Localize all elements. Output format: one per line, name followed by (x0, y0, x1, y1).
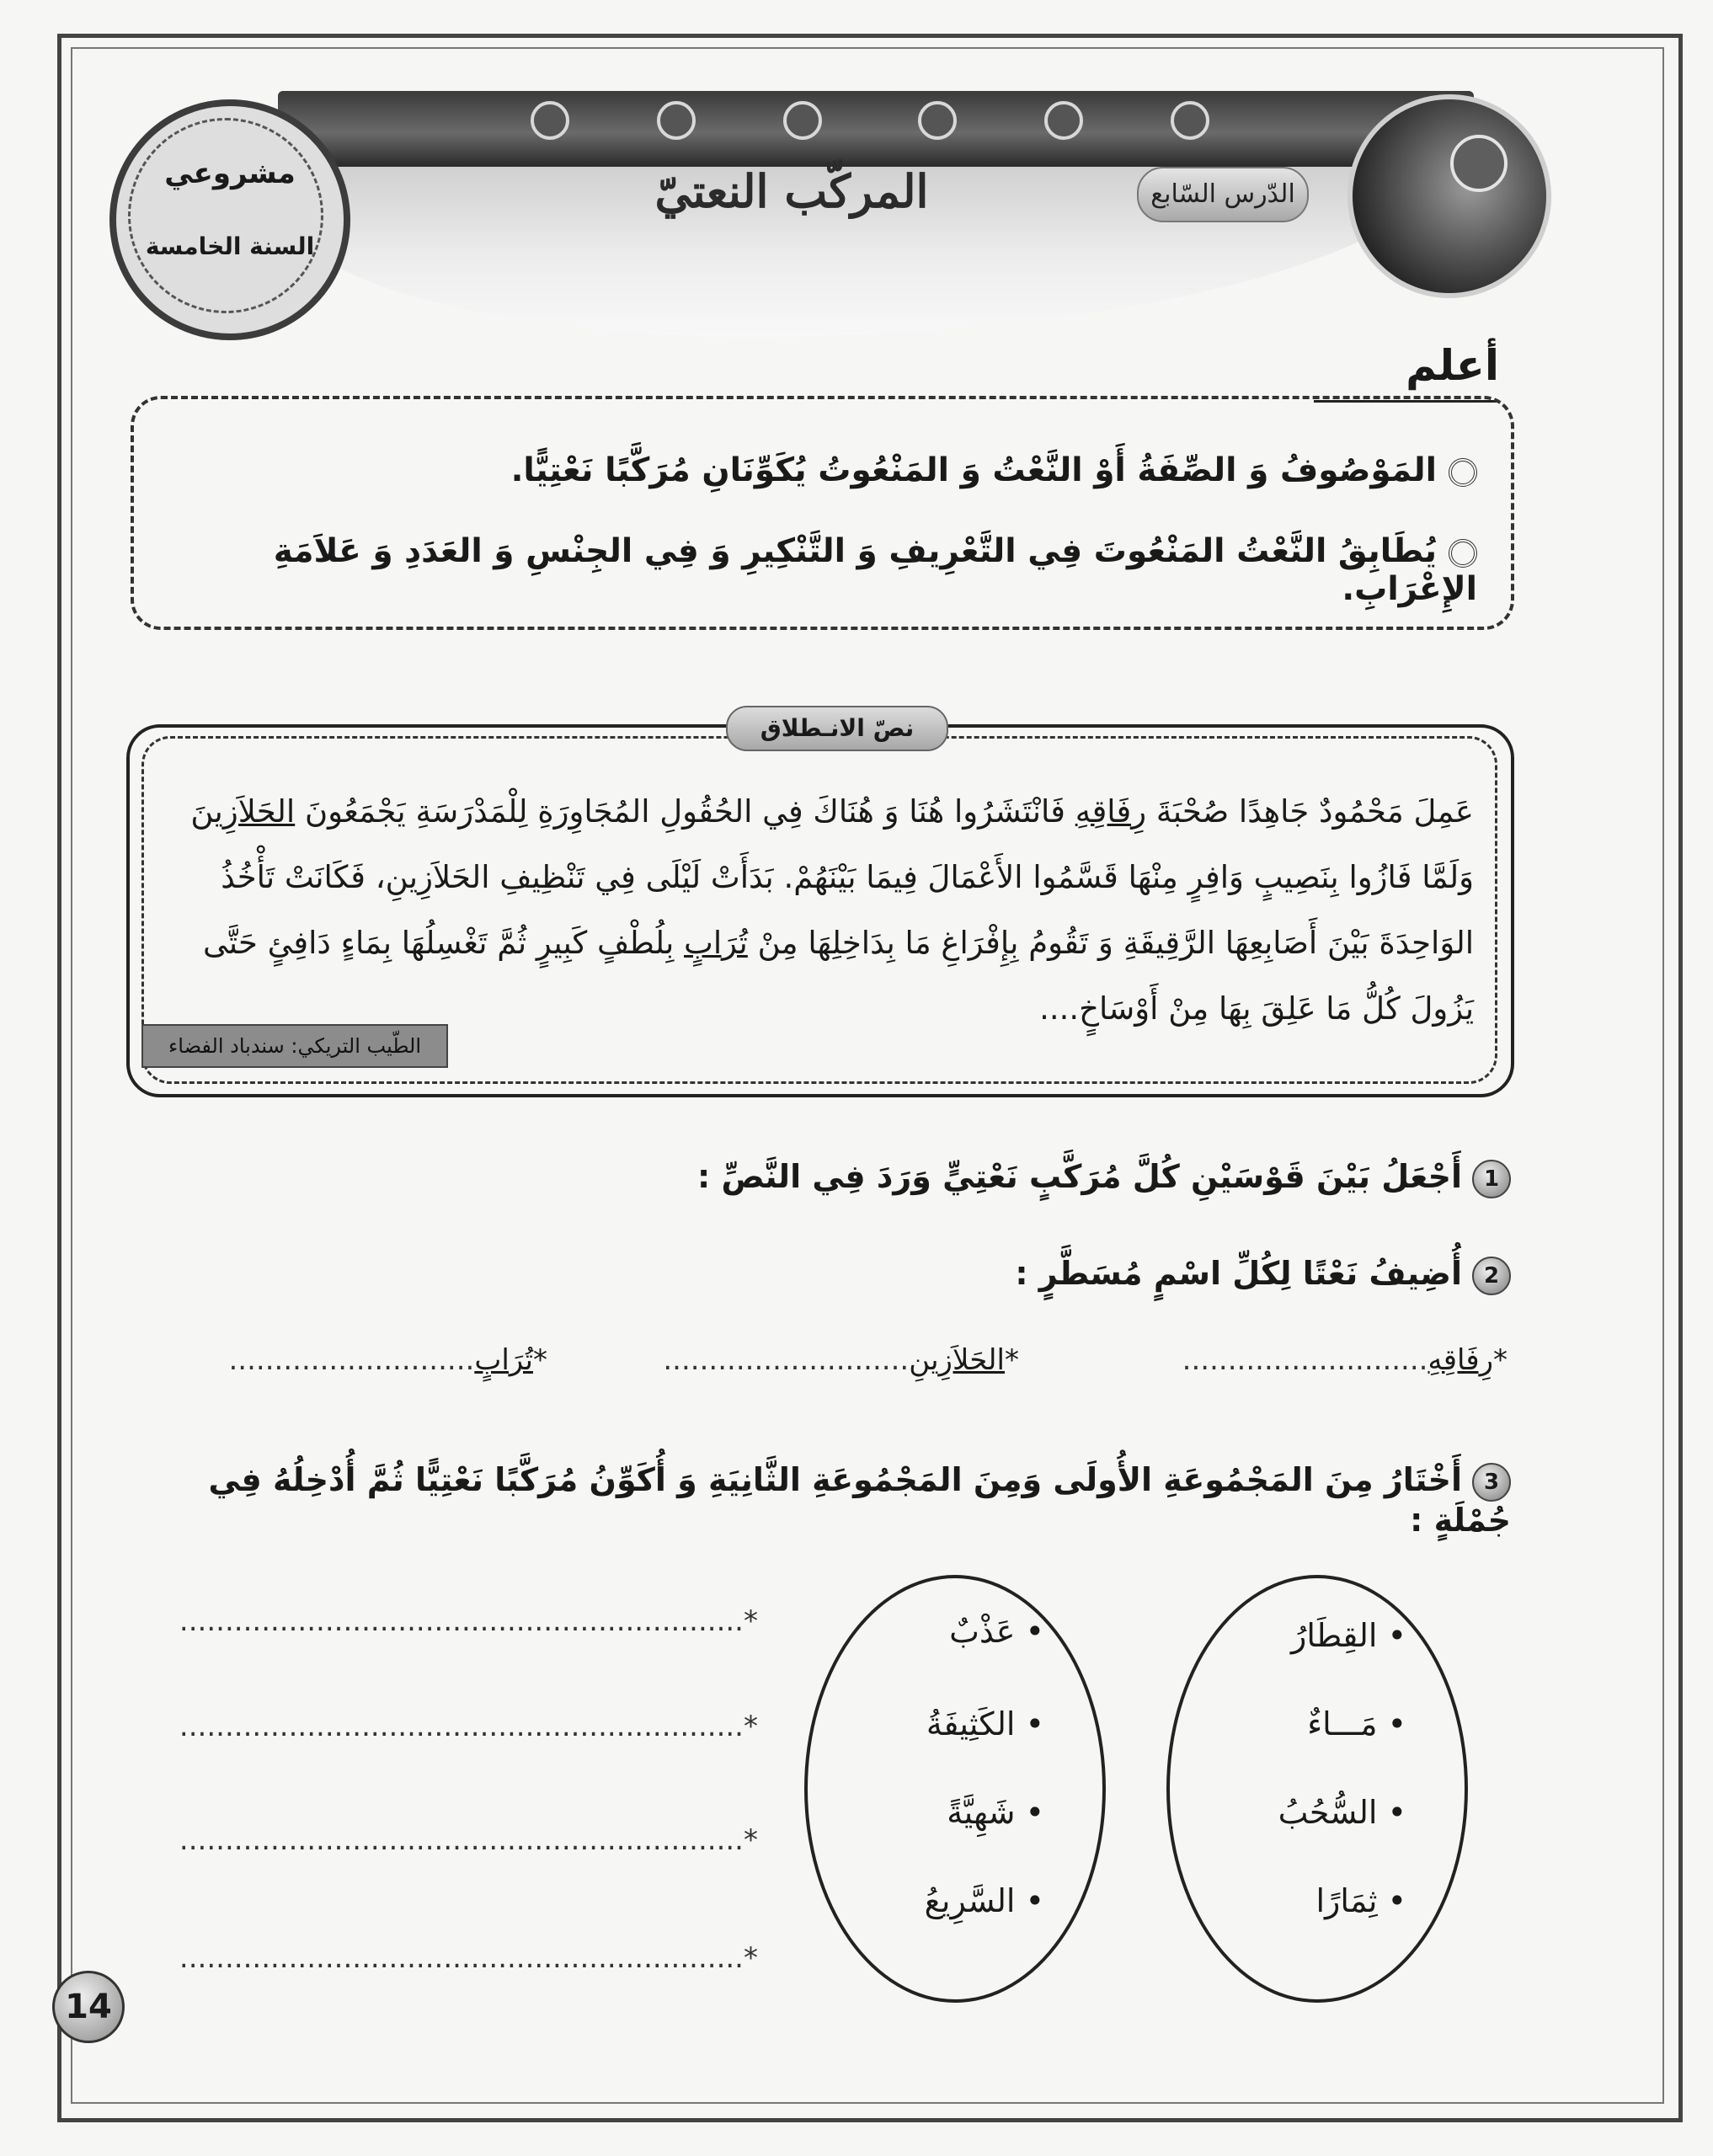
planet-ring-icon (1450, 135, 1508, 192)
group-2-word: • عَذْبٌ (949, 1613, 1044, 1650)
group-2-word: • شَهِيَّةً (947, 1794, 1044, 1831)
grammar-rule: يُطَابِقُ النَّعْتُ المَنْعُوتَ فِي التَّعْرِيفِ وَ التَّنْكِيرِ وَ فِي الجِنْسِ وَ العَدَدِ وَ عَلاَمَةِ الإِعْرَابِ. (273, 532, 1477, 608)
header-banner (278, 91, 1474, 167)
answer-line[interactable]: *.............................................................. (179, 1941, 758, 1975)
banner-ring-icon (531, 101, 569, 140)
group-1-word: • السُّحُبُ (1278, 1794, 1406, 1831)
spiral-bullet-icon (1449, 458, 1477, 487)
project-badge (109, 99, 350, 340)
passage-label: نصّ الانـطلاق (726, 706, 948, 751)
group-1-word: • مَـــاءٌ (1307, 1705, 1406, 1742)
group-1-word: • ثِمَارًا (1315, 1882, 1406, 1919)
question-1: 1أَجْعَلُ بَيْنَ قَوْسَيْنِ كُلَّ مُرَكَّبٍ نَعْتِيٍّ وَرَدَ فِي النَّصِّ : (163, 1158, 1511, 1198)
passage-source: الطّيب التريكي: سندباد الفضاء (141, 1024, 448, 1068)
banner-ring-icon (783, 101, 822, 140)
passage-line: يَزُولَ كُلُّ مَا عَلِقَ بِهَا مِنْ أَوْسَاخٍ.... (1039, 990, 1474, 1027)
underlined-noun: رِفَاقِهِ (1075, 793, 1147, 830)
badge-grade: السنة الخامسة (145, 232, 315, 260)
planet-icon (1347, 94, 1551, 298)
fill-item[interactable]: *تُرَابٍ........................... (228, 1343, 547, 1377)
underlined-noun: الحَلاَزِينَ (190, 793, 296, 830)
banner-ring-icon (918, 101, 957, 140)
badge-title: مشروعي (164, 157, 296, 190)
answer-line[interactable]: *.............................................................. (179, 1604, 758, 1638)
badge-ring-icon (128, 118, 323, 313)
passage-line: الوَاحِدَةَ بَيْنَ أَصَابِعِهَا الرَّقِيقَةِ وَ تَقُومُ بِإِفْرَاغِ مَا بِدَاخِلِهَا مِنْ تُرَابٍ بِلُطْفٍ كَبِيرٍ ثُمَّ تَغْسِلُهَا بِمَاءٍ دَافِئٍ حَتَّى (202, 925, 1474, 961)
question-number: 1 (1472, 1160, 1511, 1198)
spiral-bullet-icon (1449, 539, 1477, 568)
question-number: 2 (1472, 1257, 1511, 1295)
learn-box (131, 396, 1514, 630)
question-number: 3 (1472, 1463, 1511, 1502)
passage-text (160, 779, 1474, 1042)
group-1-word: • القِطَارُ (1291, 1617, 1406, 1654)
group-2-word: • الكَثِيفَةُ (926, 1705, 1044, 1742)
answer-line[interactable]: *.............................................................. (179, 1823, 758, 1857)
banner-ring-icon (657, 101, 696, 140)
fill-item[interactable]: *الحَلاَزِينِ........................... (663, 1343, 1019, 1377)
passage-line: وَلَمَّا فَازُوا بِنَصِيبٍ وَافِرٍ مِنْهَا قَسَّمُوا الأَعْمَالَ فِيمَا بَيْنَهُمْ. بَدَأَتْ لَيْلَى فِي تَنْظِيفِ الحَلاَزِينِ، فَكَانَتْ تَأْخُذُ (221, 859, 1474, 895)
answer-line[interactable]: *.............................................................. (179, 1710, 758, 1743)
underlined-noun: تُرَابٍ (684, 925, 748, 961)
lesson-title: المركّب النعتيّ (654, 164, 929, 218)
banner-ring-icon (1171, 101, 1209, 140)
page-number: 14 (52, 1971, 125, 2043)
question-2: 2أُضِيفُ نَعْتًا لِكُلِّ اسْمٍ مُسَطَّرٍ : (163, 1255, 1511, 1295)
banner-ring-icon (1044, 101, 1083, 140)
group-2-word: • السَّرِيعُ (924, 1882, 1044, 1919)
fill-item[interactable]: *رِفَاقِهِ........................... (1182, 1343, 1508, 1377)
grammar-rule: المَوْصُوفُ وَ الصِّفَةُ أَوْ النَّعْتُ وَ المَنْعُوتُ يُكَوِّنَانِ مُرَكَّبًا نَعْتِيًّا. (180, 451, 1477, 489)
question-3: 3أَخْتَارُ مِنَ المَجْمُوعَةِ الأُولَى وَمِنَ المَجْمُوعَةِ الثَّانِيَةِ وَ أُكَوِّنُ مُرَكَّبًا نَعْتِيًّا ثُمَّ أُدْخِلُهُ فِي جُمْلَةٍ : (208, 1461, 1511, 1539)
lesson-label: الدّرس السّابع (1137, 167, 1309, 222)
learn-heading: أعلم (1314, 341, 1499, 403)
passage-line: عَمِلَ مَحْمُودٌ جَاهِدًا صُحْبَةَ رِفَاقِهِ فَانْتَشَرُوا هُنَا وَ هُنَاكَ فِي الحُقُولِ المُجَاوِرَةِ لِلْمَدْرَسَةِ يَجْمَعُونَ الحَلاَزِينَ (190, 793, 1474, 830)
